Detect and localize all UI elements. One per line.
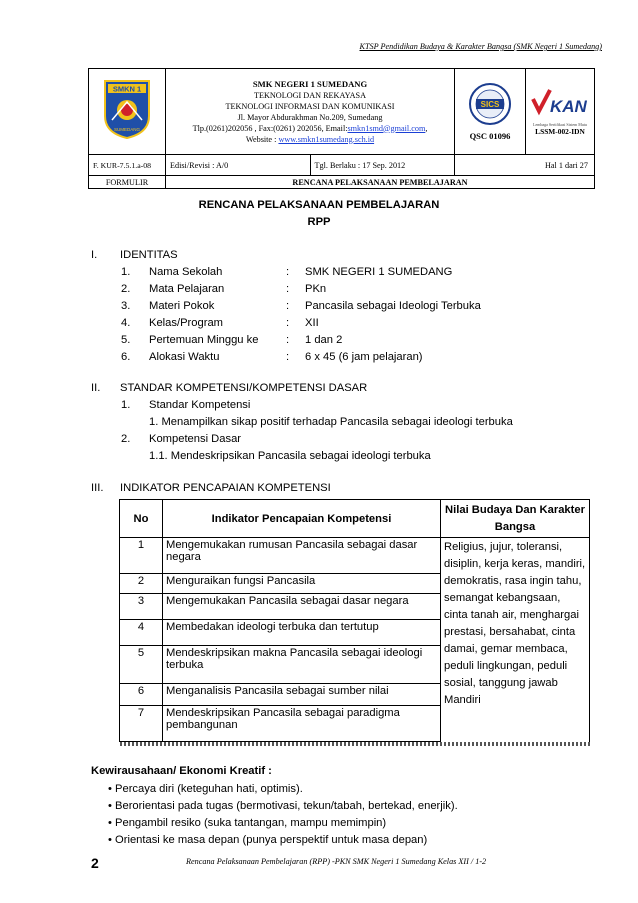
running-header: KTSP Pendidikan Budaya & Karakter Bangsa (SMK Negeri 1 Sumedang) [359, 42, 602, 51]
table-row: 3 Mengemukakan Pancasila sebagai dasar negara [120, 594, 590, 620]
sics-certification-icon [468, 82, 512, 126]
list-item: • Percaya diri (keteguhan hati, optimis). [108, 783, 303, 795]
sics-cell [455, 69, 526, 155]
qsc-number: QSC 01096 [469, 131, 511, 141]
logo-text: SMKN 1 [112, 84, 142, 94]
kewirausahaan-title: Kewirausahaan/ Ekonomi Kreatif : [91, 765, 272, 777]
document-title [0, 197, 638, 231]
identity-row: 2. Mata Pelajaran : PKn [121, 283, 327, 295]
list-item: • Berorientasi pada tugas (bermotivasi, tekun/tabah, bertekad, enerjik). [108, 800, 458, 812]
col-header-no: No [120, 500, 163, 538]
edisi-revisi [166, 155, 455, 176]
header-contact: Tlp.(0261)202056 , Fax:(0261) 202056, Email:smkn1smd@gmail.com, [192, 123, 428, 133]
section-number: I. [91, 249, 98, 261]
identity-row: 6. Alokasi Waktu : 6 x 45 (6 jam pelajaran) [121, 351, 423, 363]
page-footer: Rencana Pelaksanaan Pembelajaran (RPP) -PKN SMK Negeri 1 Sumedang Kelas XII / 1-2 [186, 857, 487, 866]
edisi-text: Edisi/Revisi : A/0 [166, 155, 310, 175]
page-number: 2 [91, 855, 99, 871]
kan-small-text: Lembaga Sertifikasi Sistem Mutu [533, 122, 587, 127]
logo-subtext: SUMEDANG [113, 127, 141, 132]
lssm-number: LSSM-002-IDN [535, 127, 585, 136]
list-item: • Pengambil resiko (suka tantangan, mampu memimpin) [108, 817, 387, 829]
identity-row: 5. Pertemuan Minggu ke : 1 dan 2 [121, 334, 343, 346]
kan-logo-icon [530, 87, 590, 117]
kan-cell [526, 69, 595, 155]
list-item: • Orientasi ke masa depan (punya perspektif untuk masa depan) [108, 834, 428, 846]
col-header-indikator: Indikator Pencapaian Kompetensi [163, 500, 441, 538]
school-logo-icon [102, 78, 152, 140]
nilai-budaya-cell: Religius, jujur, toleransi, disiplin, kerja keras, mandiri, demokratis, rasa ingin tahu, semangat kebangsaan, cinta tanah air, menghargai prestasi, bersahabat, cinta damai, gemar membaca, peduli lingkungan, peduli sosial, tanggung jawab Mandiri [441, 538, 590, 742]
header-website: Website : www.smkn1sumedang.sch.id [245, 134, 375, 144]
sk-text-row: 1. Menampilkan sikap positif terhadap Pancasila sebagai ideologi terbuka [149, 416, 513, 428]
table-row: 4 Membedakan ideologi terbuka dan tertutup [120, 620, 590, 646]
indicator-table [119, 499, 590, 742]
col-header-nilai: Nilai Budaya Dan Karakter Bangsa [441, 500, 590, 538]
table-row: 7 Mendeskripsikan Pancasila sebagai paradigma pembangunan [120, 706, 590, 742]
kd-label-row: 2. Kompetensi Dasar [121, 433, 242, 445]
header-line-2: TEKNOLOGI INFORMASI DAN KOMUNIKASI [225, 101, 395, 111]
form-code: F. KUR-7.5.1.a-08 [89, 155, 166, 176]
document-header-table [88, 68, 595, 189]
halaman: Hal 1 dari 27 [455, 155, 595, 176]
identity-row: 4. Kelas/Program : XII [121, 317, 319, 329]
website-link[interactable]: www.smkn1sumedang.sch.id [278, 134, 375, 144]
school-name: SMK NEGERI 1 SUMEDANG [252, 78, 368, 89]
school-info-cell [166, 69, 455, 155]
identity-row: 1. Nama Sekolah : SMK NEGERI 1 SUMEDANG [121, 266, 453, 278]
email-link[interactable]: smkn1smd@gmail.com [347, 123, 426, 133]
table-row: 5 Mendeskripsikan makna Pancasila sebagai ideologi terbuka [120, 646, 590, 684]
title-line-1: RENCANA PELAKSANAAN PEMBELAJARAN [198, 199, 440, 211]
header-address: Jl. Mayor Abdurakhman No.209, Sumedang [237, 112, 383, 122]
sics-label: SICS [480, 100, 500, 109]
kd-text-row: 1.1. Mendeskripsikan Pancasila sebagai ideologi terbuka [149, 450, 431, 462]
formulir-label: FORMULIR [89, 176, 166, 189]
identity-row: 3. Materi Pokok : Pancasila sebagai Ideologi Terbuka [121, 300, 481, 312]
header-line-1: TEKNOLOGI DAN REKAYASA [253, 90, 367, 100]
tgl-berlaku: Tgl. Berlaku : 17 Sep. 2012 [314, 160, 406, 170]
table-row: 1 Mengemukakan rumusan Pancasila sebagai dasar negara Religius, jujur, toleransi, disiplin, kerja keras, mandiri, demokratis, rasa ingin tahu, semangat kebangsaan, cinta tanah air, menghargai prestasi, bersahabat, cinta damai, gemar membaca, peduli lingkungan, peduli sosial, tanggung jawab Mandiri [120, 538, 590, 574]
table-bottom-edge [120, 742, 591, 746]
section-title: IDENTITAS [120, 249, 178, 261]
rencana-label: RENCANA PELAKSANAAN PEMBELAJARAN [166, 176, 595, 189]
table-row: 2 Menguraikan fungsi Pancasila [120, 574, 590, 594]
title-line-2: RPP [307, 216, 331, 228]
kan-label: KAN [550, 97, 587, 116]
sk-label-row: 1. Standar Kompetensi [121, 399, 251, 411]
school-logo-cell [89, 69, 166, 155]
table-row: 6 Menganalisis Pancasila sebagai sumber nilai [120, 684, 590, 706]
